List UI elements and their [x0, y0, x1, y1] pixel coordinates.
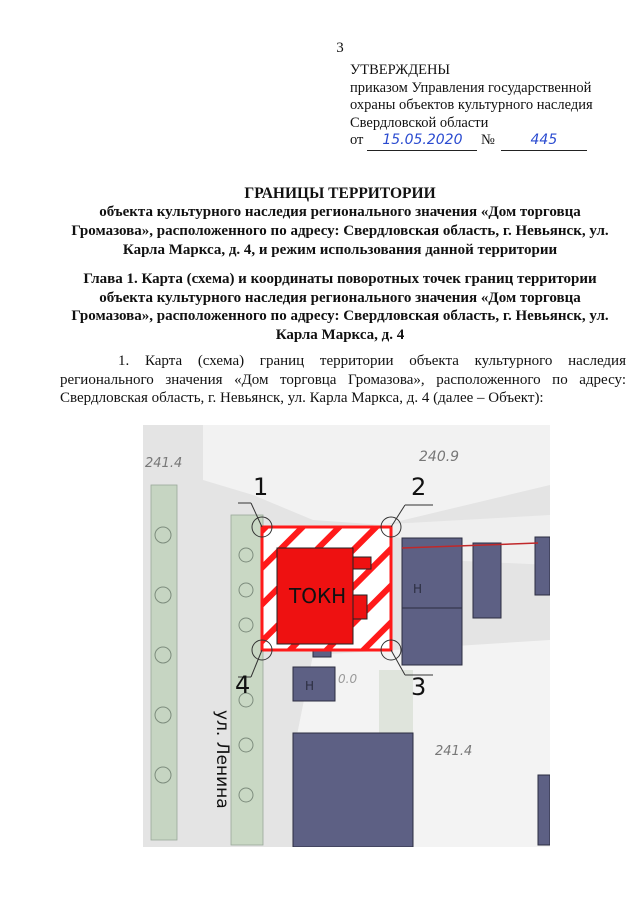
number-field	[501, 132, 587, 151]
map-svg	[143, 425, 550, 847]
from-label: от	[350, 132, 364, 148]
date-field	[367, 132, 477, 151]
elevation-partial: 0.0	[338, 672, 358, 686]
neighbor-building-7	[538, 775, 550, 845]
object-annex-2	[353, 595, 367, 619]
number-label: №	[481, 132, 495, 148]
title-body: объекта культурного наследия регионального значения «Дом торговца Громазова», расположенного по адресу: Свердловская область, г. Невьянск, ул. Карла Маркса, д. 4, и режим использования данной территории	[71, 204, 609, 258]
neighbor-building-1	[402, 538, 462, 608]
building-letter-2: Н	[305, 679, 315, 693]
title-main: ГРАНИЦЫ ТЕРРИТОРИИ	[244, 185, 436, 202]
point-2-label: 2	[411, 473, 427, 501]
approval-block	[350, 62, 630, 151]
neighbor-building-2	[402, 608, 462, 665]
handwritten-date: 15.05.2020	[382, 132, 463, 148]
territory-map	[143, 425, 550, 847]
building-letter-1: Н	[413, 582, 423, 596]
approval-line-3: Свердловской области	[350, 114, 489, 131]
point-4-label: 4	[235, 671, 251, 699]
elevation-top-left: 241.4	[145, 456, 183, 471]
approval-date-line	[350, 132, 630, 151]
approval-line-1: приказом Управления государственной	[350, 79, 592, 96]
neighbor-building-6	[293, 733, 413, 847]
approval-heading: УТВЕРЖДЕНЫ	[350, 62, 451, 78]
paragraph-1: 1. Карта (схема) границ территории объекта культурного наследия регионального значения «Дом торговца Громазова», расположенного по адресу: Свердловская область, г. Невьянск, ул. Карла Маркса, д. 4 (далее – Объект):	[60, 353, 626, 406]
chapter-heading: Глава 1. Карта (схема) и координаты поворотных точек границ территории объекта культурного наследия регионального значения «Дом торговца Громазова», расположенного по адресу: Свердловская область, г. Невьянск, ул. Карла Маркса, д. 4	[71, 271, 609, 343]
point-1-label: 1	[253, 473, 269, 501]
neighbor-building-4	[535, 537, 550, 595]
neighbor-building-3	[473, 543, 501, 618]
document-title	[60, 184, 620, 260]
elevation-top: 240.9	[419, 449, 460, 465]
point-3-label: 3	[411, 673, 427, 701]
approval-line-2: охраны объектов культурного наследия	[350, 97, 593, 113]
street-label: ул. Ленина	[212, 710, 232, 809]
page-number: 3	[336, 40, 344, 56]
handwritten-number: 445	[530, 132, 558, 148]
building-label: ТОКН	[289, 584, 347, 608]
object-annex-1	[353, 557, 371, 569]
elevation-bottom-right: 241.4	[435, 744, 473, 759]
